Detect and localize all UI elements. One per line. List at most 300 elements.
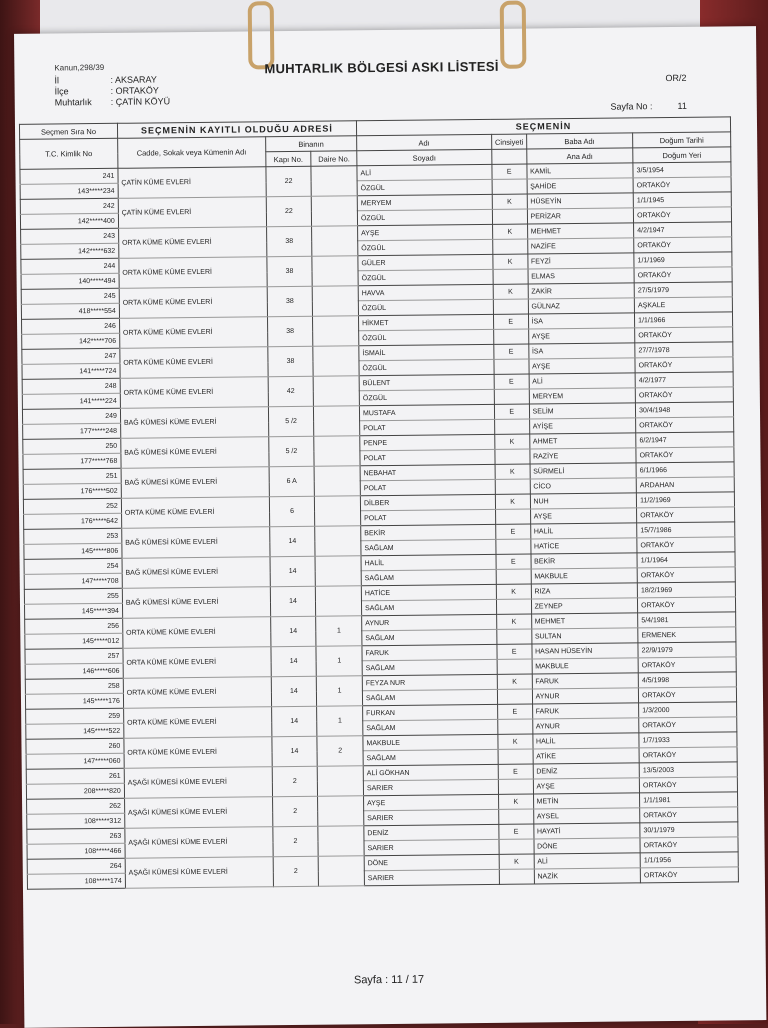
cell-birth-place: ORTAKÖY — [639, 687, 737, 703]
header-sira: Seçmen Sıra No — [19, 123, 117, 139]
cell-street: AŞAĞI KÜMESİ KÜME EVLERİ — [125, 857, 273, 889]
cell-father: SÜRMELİ — [530, 463, 637, 479]
cell-street: BAĞ KÜMESİ KÜME EVLERİ — [122, 527, 270, 559]
cell-mother: AYİŞE — [529, 418, 636, 434]
cell-street: AŞAĞI KÜMESİ KÜME EVLERİ — [124, 767, 272, 799]
cell-gender: E — [493, 314, 528, 329]
cell-sira: 247 — [22, 348, 120, 364]
cell-birth-date: 3/5/1954 — [633, 162, 731, 178]
cell-gender: K — [498, 794, 533, 809]
cell-apt: 1 — [316, 646, 362, 676]
header-building: Binanın — [265, 136, 356, 152]
cell-father: ZAKİR — [528, 283, 635, 299]
cell-door: 14 — [269, 526, 315, 556]
cell-birth-date: 1/3/2000 — [639, 702, 737, 718]
cell-street: ORTA KÜME KÜME EVLERİ — [118, 227, 266, 259]
cell-gender: E — [492, 164, 527, 179]
cell-mother: ELMAS — [528, 268, 635, 284]
cell-sira: 254 — [24, 558, 122, 574]
cell-gender-blank — [498, 719, 533, 734]
cell-street: ORTA KÜME KÜME EVLERİ — [124, 737, 272, 769]
cell-mother: GÜLNAZ — [528, 298, 635, 314]
cell-father: HALİL — [530, 523, 637, 539]
cell-surname: ÖZGÜL — [357, 209, 492, 225]
cell-father: FARUK — [532, 673, 639, 689]
cell-tc: 108*****174 — [27, 873, 125, 889]
cell-birth-place: ORTAKÖY — [635, 387, 733, 403]
cell-surname: SARIER — [363, 779, 498, 795]
cell-surname: POLAT — [360, 449, 495, 465]
cell-apt — [315, 556, 361, 586]
cell-sira: 242 — [20, 198, 118, 214]
cell-birth-place: AŞKALE — [634, 297, 732, 313]
cell-birth-date: 4/2/1977 — [635, 372, 733, 388]
cell-apt — [318, 766, 364, 796]
cell-tc: 142*****706 — [22, 333, 120, 349]
cell-sira: 263 — [27, 828, 125, 844]
cell-street: ORTA KÜME KÜME EVLERİ — [123, 707, 271, 739]
cell-surname: POLAT — [360, 479, 495, 495]
cell-gender-blank — [495, 509, 530, 524]
cell-door: 5 /2 — [268, 406, 314, 436]
cell-father: AHMET — [529, 433, 636, 449]
cell-gender-blank — [497, 659, 532, 674]
cell-father: İSA — [528, 313, 635, 329]
cell-surname: SAĞLAM — [362, 659, 497, 675]
header-name: Adı — [357, 134, 492, 150]
cell-tc: 146*****606 — [25, 663, 123, 679]
cell-gender-blank — [498, 749, 533, 764]
cell-birth-date: 1/1/1956 — [640, 852, 738, 868]
cell-door: 6 — [269, 496, 315, 526]
cell-birth-date: 27/7/1978 — [635, 342, 733, 358]
cell-street: ORTA KÜME KÜME EVLERİ — [119, 317, 267, 349]
cell-street: ORTA KÜME KÜME EVLERİ — [121, 497, 269, 529]
cell-tc: 108*****312 — [27, 813, 125, 829]
cell-street: ORTA KÜME KÜME EVLERİ — [120, 347, 268, 379]
document-title: MUHTARLIK BÖLGESİ ASKI LİSTESİ — [264, 58, 499, 77]
cell-birth-place: ORTAKÖY — [638, 597, 736, 613]
cell-gender-blank — [497, 689, 532, 704]
cell-birth-date: 1/1/1966 — [635, 312, 733, 328]
cell-name: AYŞE — [364, 794, 499, 810]
cell-sira: 256 — [25, 618, 123, 634]
cell-name: HALİL — [361, 554, 496, 570]
voter-table-body — [20, 162, 739, 889]
cell-father: RIZA — [531, 583, 638, 599]
cell-surname: POLAT — [361, 509, 496, 525]
cell-birth-place: ORTAKÖY — [636, 447, 734, 463]
cell-gender-blank — [494, 389, 529, 404]
header-gender: Cinsiyeti — [491, 134, 526, 149]
cell-street: ORTA KÜME KÜME EVLERİ — [123, 647, 271, 679]
cell-street: BAĞ KÜMESİ KÜME EVLERİ — [121, 437, 269, 469]
cell-mother: DÖNE — [534, 838, 641, 854]
cell-birth-place: ORTAKÖY — [639, 717, 737, 733]
cell-name: BEKİR — [361, 524, 496, 540]
cell-mother: MAKBULE — [532, 658, 639, 674]
binding-string — [500, 1, 527, 69]
cell-sira: 264 — [27, 858, 125, 874]
cell-father: İSA — [528, 343, 635, 359]
cell-street: AŞAĞI KÜMESİ KÜME EVLERİ — [124, 797, 272, 829]
cell-apt — [313, 286, 359, 316]
cell-gender-blank — [492, 209, 527, 224]
cell-mother: ATİKE — [533, 748, 640, 764]
page-number-value: 11 — [677, 100, 687, 111]
cell-birth-place: ORTAKÖY — [635, 357, 733, 373]
cell-birth-place: ORTAKÖY — [639, 777, 737, 793]
cell-surname: SAĞLAM — [361, 569, 496, 585]
meta-key: İl — [54, 75, 60, 86]
cell-gender-blank — [497, 629, 532, 644]
cell-apt — [314, 406, 360, 436]
cell-name: NEBAHAT — [360, 464, 495, 480]
cell-name: FEYZA NUR — [362, 674, 497, 690]
cell-sira: 248 — [22, 378, 120, 394]
cell-sira: 244 — [21, 258, 119, 274]
cell-surname: SARIER — [364, 839, 499, 855]
meta-value: : AKSARAY — [110, 74, 157, 85]
page-number-label: Sayfa No : — [610, 101, 653, 112]
header-address-group: SEÇMENİN KAYITLI OLDUĞU ADRESİ — [117, 121, 356, 139]
cell-door: 2 — [272, 766, 318, 796]
cell-gender: K — [496, 614, 531, 629]
cell-gender-blank — [496, 599, 531, 614]
cell-name: MAKBULE — [363, 734, 498, 750]
cell-gender: K — [492, 224, 527, 239]
cell-birth-place: ORTAKÖY — [637, 567, 735, 583]
cell-door: 14 — [271, 706, 317, 736]
cell-gender: K — [493, 254, 528, 269]
cell-door: 5 /2 — [268, 436, 314, 466]
cell-mother: AYNUR — [532, 688, 639, 704]
cell-gender: K — [492, 194, 527, 209]
cell-mother: AYSEL — [533, 808, 640, 824]
cell-sira: 255 — [24, 588, 122, 604]
cell-gender-blank — [498, 779, 533, 794]
header-birth-place: Doğum Yeri — [633, 147, 731, 163]
cell-surname: SARIER — [364, 809, 499, 825]
cell-gender-blank — [495, 449, 530, 464]
cell-surname: ÖZGÜL — [358, 269, 493, 285]
cell-tc: 141*****224 — [22, 393, 120, 409]
cell-birth-date: 1/1/1945 — [633, 192, 731, 208]
cell-gender-blank — [493, 269, 528, 284]
cell-apt: 1 — [316, 616, 362, 646]
cell-sira: 261 — [26, 768, 124, 784]
cell-father: MEHMET — [531, 613, 638, 629]
cell-surname: ÖZGÜL — [358, 239, 493, 255]
cell-street: AŞAĞI KÜMESİ KÜME EVLERİ — [125, 827, 273, 859]
cell-street: ÇATİN KÜME EVLERİ — [118, 197, 266, 229]
cell-apt — [318, 856, 364, 886]
cell-name: HİKMET — [358, 314, 493, 330]
cell-surname: ÖZGÜL — [359, 389, 494, 405]
cell-birth-date: 30/4/1948 — [636, 402, 734, 418]
cell-door: 14 — [270, 616, 316, 646]
cell-birth-place: ORTAKÖY — [637, 507, 735, 523]
cell-father: MEHMET — [527, 223, 634, 239]
cell-apt — [315, 496, 361, 526]
cell-tc: 418*****554 — [21, 303, 119, 319]
cell-door: 14 — [271, 646, 317, 676]
cell-mother: AYŞE — [530, 508, 637, 524]
cell-birth-place: ERMENEK — [638, 627, 736, 643]
voter-table — [19, 116, 739, 889]
cell-street: ORTA KÜME KÜME EVLERİ — [119, 257, 267, 289]
location-meta — [54, 74, 170, 108]
header-mother: Ana Adı — [526, 148, 633, 164]
cell-tc: 142*****632 — [21, 243, 119, 259]
cell-door: 38 — [266, 226, 312, 256]
cell-tc: 147*****708 — [24, 573, 122, 589]
page-footer: Sayfa : 11 / 17 — [353, 973, 425, 987]
cell-gender-blank — [496, 569, 531, 584]
cell-gender: K — [495, 434, 530, 449]
cell-surname: POLAT — [360, 419, 495, 435]
cell-father: DENİZ — [533, 763, 640, 779]
cell-gender-blank — [493, 299, 528, 314]
cell-sira: 245 — [21, 288, 119, 304]
cell-birth-date: 4/2/1947 — [634, 222, 732, 238]
cell-tc: 141*****724 — [22, 363, 120, 379]
cell-birth-date: 22/9/1979 — [638, 642, 736, 658]
cell-father: FARUK — [532, 703, 639, 719]
meta-value: : ORTAKÖY — [110, 85, 159, 96]
cell-apt — [315, 526, 361, 556]
cell-birth-place: ORTAKÖY — [635, 327, 733, 343]
cell-apt — [314, 466, 360, 496]
cell-tc: 177*****248 — [23, 423, 121, 439]
header-apt: Daire No. — [311, 151, 357, 166]
header-father: Baba Adı — [526, 133, 633, 149]
cell-mother: PERİZAR — [527, 208, 634, 224]
cell-gender-blank — [495, 479, 530, 494]
cell-father: FEYZİ — [527, 253, 634, 269]
cell-surname: SARIER — [364, 869, 499, 885]
cell-apt: 1 — [317, 676, 363, 706]
cell-apt — [318, 826, 364, 856]
header-surname: Soyadı — [357, 149, 492, 165]
cell-name: HAVVA — [358, 284, 493, 300]
cell-birth-date: 1/7/1933 — [639, 732, 737, 748]
cell-door: 38 — [267, 286, 313, 316]
cell-birth-place: ORTAKÖY — [640, 867, 738, 883]
header-door: Kapı No. — [265, 151, 311, 166]
cell-mother: ŞAHİDE — [527, 178, 634, 194]
cell-name: AYNUR — [362, 614, 497, 630]
cell-mother: MERYEM — [529, 388, 636, 404]
cell-mother: NAZİK — [534, 868, 641, 884]
cell-surname: ÖZGÜL — [358, 299, 493, 315]
cell-birth-place: ORTAKÖY — [633, 207, 731, 223]
cell-mother: AYŞE — [533, 778, 640, 794]
cell-gender: E — [499, 824, 534, 839]
cell-tc: 176*****642 — [24, 513, 122, 529]
cell-street: ORTA KÜME KÜME EVLERİ — [120, 377, 268, 409]
cell-birth-date: 1/1/1981 — [640, 792, 738, 808]
cell-street: ORTA KÜME KÜME EVLERİ — [122, 617, 270, 649]
cell-birth-place: ORTAKÖY — [636, 417, 734, 433]
cell-birth-date: 11/2/1969 — [636, 492, 734, 508]
cell-mother: AYNUR — [532, 718, 639, 734]
cell-birth-date: 13/5/2003 — [639, 762, 737, 778]
binding-string — [248, 1, 275, 69]
cell-apt — [314, 436, 360, 466]
cell-gender: E — [496, 554, 531, 569]
cell-tc: 108*****466 — [27, 843, 125, 859]
cell-birth-place: ORTAKÖY — [640, 837, 738, 853]
cell-name: FARUK — [362, 644, 497, 660]
cell-birth-place: ORTAKÖY — [637, 537, 735, 553]
cell-mother: HATİCE — [530, 538, 637, 554]
cell-apt — [318, 796, 364, 826]
cell-sira: 250 — [23, 438, 121, 454]
cell-gender: K — [495, 464, 530, 479]
cell-tc: 140*****494 — [21, 273, 119, 289]
cell-surname: SAĞLAM — [363, 749, 498, 765]
cell-door: 14 — [270, 556, 316, 586]
cell-surname: ÖZGÜL — [359, 359, 494, 375]
cell-tc: 145*****522 — [26, 723, 124, 739]
cell-street: BAĞ KÜMESİ KÜME EVLERİ — [121, 467, 269, 499]
cell-birth-place: ORTAKÖY — [638, 657, 736, 673]
cell-tc: 147*****060 — [26, 753, 124, 769]
cell-sira: 257 — [25, 648, 123, 664]
cell-surname: SAĞLAM — [362, 629, 497, 645]
cell-gender: K — [496, 584, 531, 599]
cell-door: 6 A — [269, 466, 315, 496]
cell-gender-blank — [494, 419, 529, 434]
cell-sira: 251 — [23, 468, 121, 484]
cell-mother: CİCO — [530, 478, 637, 494]
cell-apt — [313, 316, 359, 346]
cell-door: 38 — [267, 256, 313, 286]
cell-gender-blank — [499, 869, 534, 884]
cell-name: HATİCE — [361, 584, 496, 600]
cell-father: ALİ — [529, 373, 636, 389]
cell-name: AYŞE — [358, 224, 493, 240]
cell-gender: K — [498, 734, 533, 749]
cell-birth-place: ORTAKÖY — [640, 807, 738, 823]
cell-door: 2 — [273, 826, 319, 856]
cell-birth-date: 4/5/1998 — [638, 672, 736, 688]
cell-name: MUSTAFA — [359, 404, 494, 420]
cell-gender-blank — [499, 839, 534, 854]
cell-tc: 145*****394 — [24, 603, 122, 619]
cell-sira: 253 — [24, 528, 122, 544]
cell-street: ORTA KÜME KÜME EVLERİ — [123, 677, 271, 709]
cell-name: BÜLENT — [359, 374, 494, 390]
cell-surname: SAĞLAM — [361, 599, 496, 615]
cell-street: ORTA KÜME KÜME EVLERİ — [119, 287, 267, 319]
cell-gender: K — [497, 674, 532, 689]
cell-name: GÜLER — [358, 254, 493, 270]
cell-name: DÖNE — [364, 854, 499, 870]
meta-key: İlçe — [54, 86, 69, 97]
cell-name: ALİ GÖKHAN — [363, 764, 498, 780]
cell-door: 38 — [267, 346, 313, 376]
cell-birth-date: 18/2/1969 — [637, 582, 735, 598]
cell-name: İSMAİL — [359, 344, 494, 360]
cell-sira: 259 — [26, 708, 124, 724]
cell-name: PENPE — [360, 434, 495, 450]
cell-birth-place: ORTAKÖY — [633, 177, 731, 193]
cell-gender: E — [495, 524, 530, 539]
cell-door: 22 — [266, 166, 312, 196]
cell-gender: K — [493, 284, 528, 299]
cell-tc: 142*****400 — [20, 213, 118, 229]
cell-birth-place: ORTAKÖY — [634, 237, 732, 253]
cell-gender: E — [494, 374, 529, 389]
cell-name: DİLBER — [360, 494, 495, 510]
cell-tc: 143*****234 — [20, 183, 118, 199]
cell-door: 22 — [266, 196, 312, 226]
cell-gender: E — [497, 644, 532, 659]
cell-father: HÜSEYİN — [527, 193, 634, 209]
cell-surname: SAĞLAM — [363, 719, 498, 735]
cell-gender-blank — [492, 179, 527, 194]
cell-birth-date: 30/1/1979 — [640, 822, 738, 838]
cell-tc: 176*****502 — [23, 483, 121, 499]
cell-surname: SAĞLAM — [361, 539, 496, 555]
cell-birth-date: 1/1/1969 — [634, 252, 732, 268]
cell-father: METİN — [533, 793, 640, 809]
cell-door: 14 — [272, 736, 318, 766]
cell-father: HASAN HÜSEYİN — [532, 643, 639, 659]
cell-street: BAĞ KÜMESİ KÜME EVLERİ — [120, 407, 268, 439]
meta-key: Muhtarlık — [54, 97, 92, 108]
cell-apt — [312, 226, 358, 256]
cell-surname: ÖZGÜL — [359, 329, 494, 345]
cell-sira: 241 — [20, 168, 118, 184]
cell-mother: MAKBULE — [531, 568, 638, 584]
header-voter-group: SEÇMENİN — [356, 117, 730, 136]
cell-apt — [316, 586, 362, 616]
cell-sira: 246 — [22, 318, 120, 334]
cell-gender: E — [494, 344, 529, 359]
cell-door: 2 — [273, 856, 319, 886]
cell-sira: 260 — [26, 738, 124, 754]
cell-door: 14 — [270, 586, 316, 616]
cell-apt — [312, 196, 358, 226]
cell-mother: NAZİFE — [527, 238, 634, 254]
cell-surname: SAĞLAM — [362, 689, 497, 705]
cell-gender-blank — [494, 359, 529, 374]
cell-tc: 177*****768 — [23, 453, 121, 469]
cell-birth-place: ARDAHAN — [636, 477, 734, 493]
cell-gender-blank — [493, 329, 528, 344]
form-code: OR/2 — [665, 72, 687, 84]
cell-father: ALİ — [534, 853, 641, 869]
cell-birth-date: 27/5/1979 — [634, 282, 732, 298]
cell-father: HAYATİ — [533, 823, 640, 839]
cell-apt — [312, 256, 358, 286]
cell-name: ALİ — [357, 164, 492, 180]
cell-mother: AYŞE — [529, 358, 636, 374]
header-birth-date: Doğum Tarihi — [633, 132, 731, 148]
cell-birth-place: ORTAKÖY — [639, 747, 737, 763]
cell-door: 2 — [272, 796, 318, 826]
cell-gender-blank — [498, 809, 533, 824]
header-tc: T.C. Kimlik No — [20, 138, 118, 169]
cell-sira: 252 — [23, 498, 121, 514]
cell-apt — [313, 346, 359, 376]
cell-name: DENİZ — [364, 824, 499, 840]
cell-birth-place: ORTAKÖY — [634, 267, 732, 283]
law-reference: Kanun,298/39 — [54, 62, 105, 73]
